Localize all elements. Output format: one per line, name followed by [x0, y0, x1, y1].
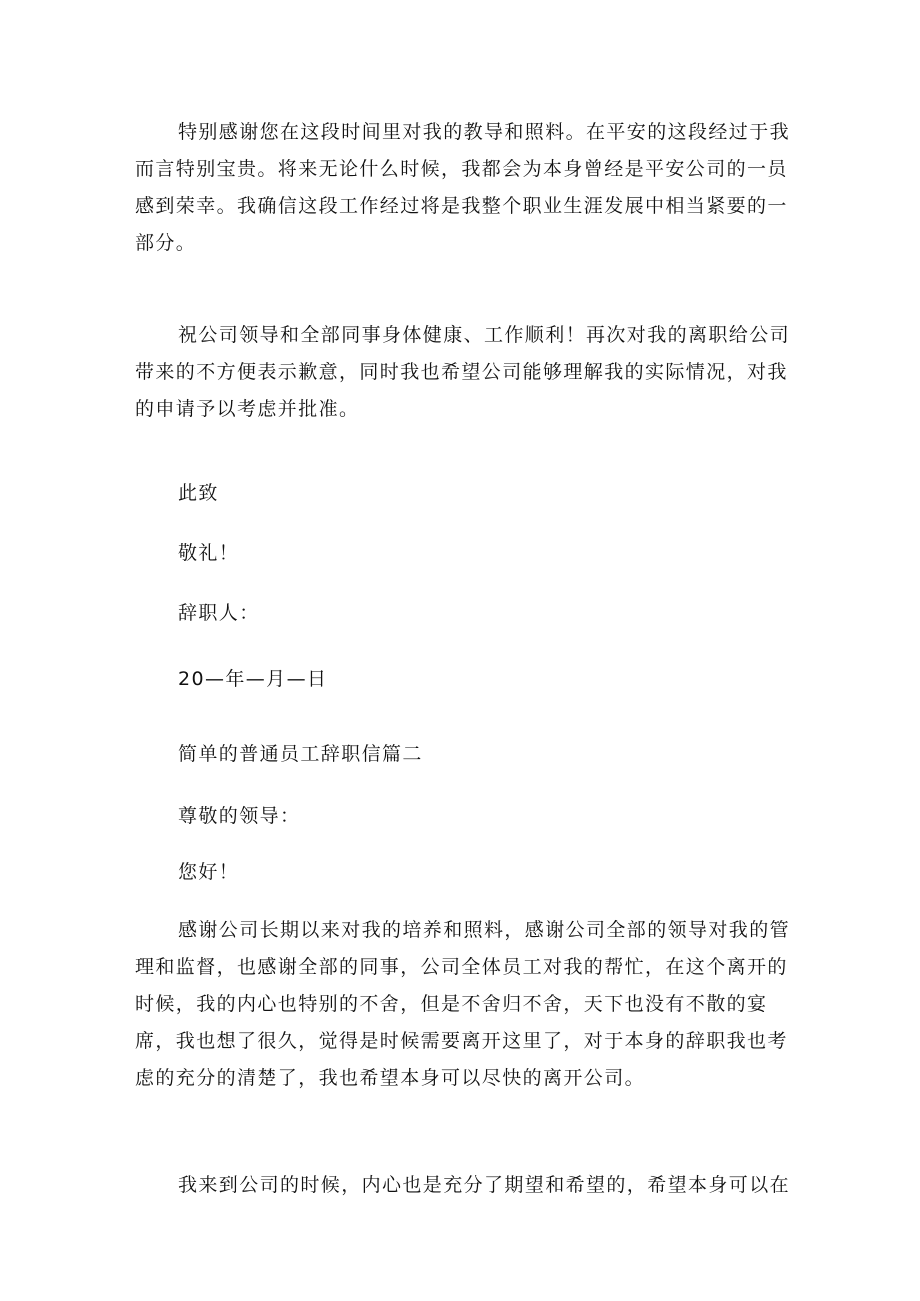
letter-date: 20—年—月—日: [178, 668, 328, 690]
text-line: 感到荣幸。我确信这段工作经过将是我整个职业生涯发展中相当紧要的一: [135, 195, 788, 217]
paragraph-thanks: [135, 912, 790, 1097]
text-line: 时候，我的内心也特别的不舍，但是不舍归不舍，天下也没有不散的宴: [135, 993, 768, 1015]
text-line: 的申请予以考虑并批准。: [135, 398, 360, 420]
paragraph-wishes: [135, 317, 790, 428]
paragraph-gratitude: [135, 114, 790, 262]
text-line: 带来的不方便表示歉意，同时我也希望公司能够理解我的实际情况，对我: [135, 361, 788, 383]
closing-salutation: 此致: [178, 482, 219, 504]
text-line: 感谢公司长期以来对我的培养和照料，感谢公司全部的领导对我的管: [178, 919, 791, 941]
addressee: 尊敬的领导：: [178, 805, 301, 827]
closing-regards: 敬礼！: [178, 542, 240, 564]
paragraph-arrival: [135, 1167, 790, 1204]
text-line: 理和监督，也感谢全部的同事，公司全体员工对我的帮忙，在这个离开的: [135, 956, 788, 978]
text-line: 祝公司领导和全部同事身体健康、工作顺利！再次对我的离职给公司: [178, 324, 791, 346]
text-line: 虑的充分的清楚了，我也希望本身可以尽快的离开公司。: [135, 1067, 646, 1089]
text-line: 部分。: [135, 232, 197, 254]
greeting: 您好！: [178, 861, 240, 883]
text-line: 特别感谢您在这段时间里对我的教导和照料。在平安的这段经过于我: [178, 121, 791, 143]
signer-label: 辞职人：: [178, 602, 260, 624]
text-line: 我来到公司的时候，内心也是充分了期望和希望的，希望本身可以在: [178, 1174, 791, 1196]
text-line: 席，我也想了很久，觉得是时候需要离开这里了，对于本身的辞职我也考: [135, 1030, 788, 1052]
section-title: 简单的普通员工辞职信篇二: [178, 743, 423, 765]
text-line: 而言特别宝贵。将来无论什么时候，我都会为本身曾经是平安公司的一员: [135, 158, 788, 180]
